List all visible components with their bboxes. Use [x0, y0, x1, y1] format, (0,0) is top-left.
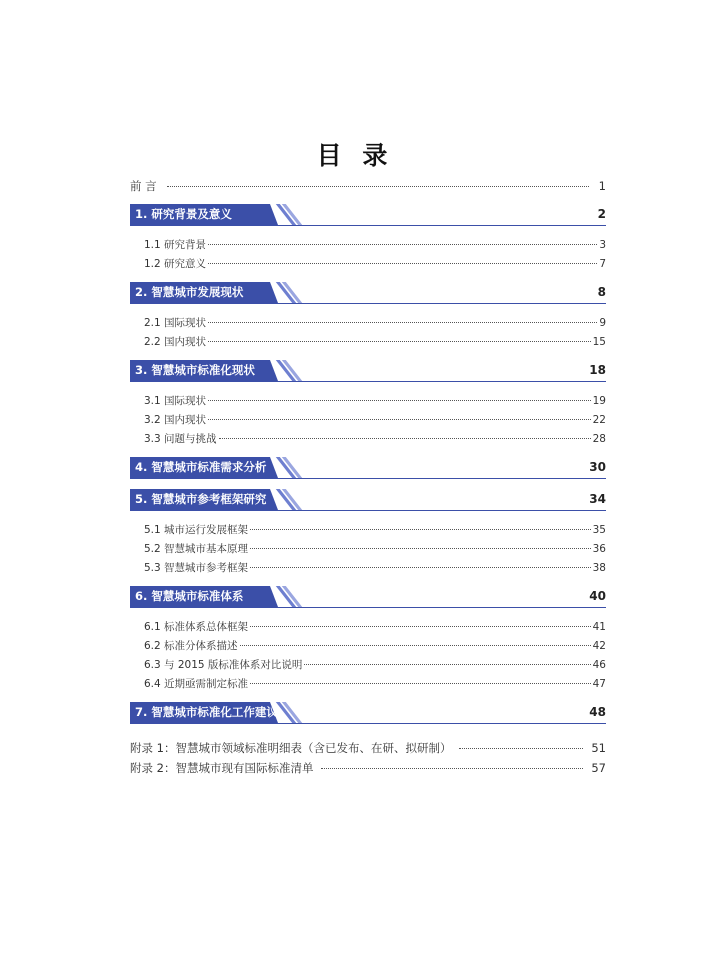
dot-leader [208, 263, 597, 264]
toc-entry[interactable] [130, 236, 606, 255]
chapter-title: 5. 智慧城市参考框架研究 [135, 492, 267, 506]
toc-entry[interactable] [130, 314, 606, 333]
toc-entry-label: 5.3 智慧城市参考框架 [144, 562, 249, 574]
dot-leader [459, 748, 583, 749]
toc-entry[interactable] [130, 675, 606, 694]
toc-entry-page: 7 [599, 258, 606, 270]
dot-leader [240, 645, 591, 646]
toc-entry-label: 1.1 研究背景 [144, 239, 207, 251]
dot-leader [208, 419, 591, 420]
toc-entry-label: 3.2 国内现状 [144, 414, 207, 426]
toc-entry-page: 42 [592, 640, 606, 652]
toc-entry-page: 35 [592, 524, 606, 536]
toc-entry-label: 6.2 标准分体系描述 [144, 640, 238, 652]
chapter-title: 2. 智慧城市发展现状 [135, 285, 244, 299]
dot-leader [208, 244, 597, 245]
dot-leader [250, 683, 591, 684]
chapter-title: 1. 研究背景及意义 [135, 207, 232, 221]
dot-leader [208, 400, 591, 401]
toc-entry-page: 3 [599, 239, 606, 251]
chapter-title: 4. 智慧城市标准需求分析 [135, 460, 267, 474]
toc-entry-label: 5.1 城市运行发展框架 [144, 524, 249, 536]
toc-entry[interactable] [130, 255, 606, 274]
toc-entry-label: 6.1 标准体系总体框架 [144, 621, 249, 633]
chapter-heading-1[interactable] [130, 204, 606, 226]
toc-entry-page: 19 [592, 395, 606, 407]
chapter-heading-2[interactable] [130, 282, 606, 304]
toc-entry-label: 2.1 国际现状 [144, 317, 207, 329]
dot-leader [167, 186, 589, 187]
chapter-title: 3. 智慧城市标准化现状 [135, 363, 255, 377]
toc-entry-appendix-2[interactable] [130, 758, 606, 778]
toc-entry-page: 41 [592, 621, 606, 633]
toc-entry-label: 2.2 国内现状 [144, 336, 207, 348]
toc-entry-preface[interactable] [130, 176, 606, 196]
toc-entry-label: 附录 2：智慧城市现有国际标准清单 [130, 761, 314, 775]
chapter-heading-6[interactable] [130, 586, 606, 608]
toc-entry-label: 6.4 近期亟需制定标准 [144, 678, 249, 690]
page-title: 目 录 [316, 141, 394, 170]
toc-entry[interactable] [130, 411, 606, 430]
dot-leader [250, 529, 591, 530]
toc-entry[interactable] [130, 618, 606, 637]
toc-entry-page: 28 [592, 433, 606, 445]
toc-entry-page: 46 [592, 659, 606, 671]
toc-entry-page: 38 [592, 562, 606, 574]
toc-entry-label: 3.1 国际现状 [144, 395, 207, 407]
dot-leader [250, 626, 591, 627]
toc-entry-page: 9 [599, 317, 606, 329]
toc-entry[interactable] [130, 430, 606, 449]
toc-entry-page: 47 [592, 678, 606, 690]
toc-entry[interactable] [130, 637, 606, 656]
toc-entry-page: 15 [592, 336, 606, 348]
toc-entry[interactable] [130, 392, 606, 411]
dot-leader [219, 438, 591, 439]
dot-leader [321, 768, 583, 769]
chapter-page: 2 [597, 207, 606, 221]
toc-entry-page: 1 [598, 179, 606, 193]
toc-entry[interactable] [130, 540, 606, 559]
chapter-title: 6. 智慧城市标准体系 [135, 589, 244, 603]
toc-entry-appendix-1[interactable] [130, 738, 606, 758]
chapter-page: 34 [589, 492, 606, 506]
dot-leader [304, 664, 590, 665]
chapter-heading-4[interactable] [130, 457, 606, 479]
dot-leader [208, 322, 597, 323]
chapter-page: 18 [589, 363, 606, 377]
dot-leader [250, 548, 591, 549]
toc-entry-page: 51 [591, 741, 606, 755]
appendix-list [130, 738, 606, 778]
toc-entry-label: 3.3 问题与挑战 [144, 433, 217, 445]
toc-entry-label: 附录 1：智慧城市领域标准明细表（含已发布、在研、拟研制） [130, 741, 452, 755]
chapter-page: 40 [589, 589, 606, 603]
toc-entry[interactable] [130, 333, 606, 352]
chapter-title: 7. 智慧城市标准化工作建议 [135, 705, 278, 719]
chapter-heading-7[interactable] [130, 702, 606, 724]
chapter-page: 8 [597, 285, 606, 299]
chapter-heading-3[interactable] [130, 360, 606, 382]
chapter-heading-5[interactable] [130, 489, 606, 511]
dot-leader [250, 567, 591, 568]
toc-entry-label: 前 言 [130, 179, 157, 193]
toc-entry[interactable] [130, 656, 606, 675]
toc-entry[interactable] [130, 559, 606, 578]
toc-entry-label: 1.2 研究意义 [144, 258, 207, 270]
toc-entry-label: 6.3 与 2015 版标准体系对比说明 [144, 659, 303, 671]
chapter-page: 48 [589, 705, 606, 719]
toc-entry[interactable] [130, 521, 606, 540]
toc-entry-page: 22 [592, 414, 606, 426]
toc-entry-page: 36 [592, 543, 606, 555]
toc-entry-label: 5.2 智慧城市基本原理 [144, 543, 249, 555]
table-of-contents [130, 176, 606, 778]
toc-entry-page: 57 [591, 761, 606, 775]
chapter-page: 30 [589, 460, 606, 474]
dot-leader [208, 341, 591, 342]
